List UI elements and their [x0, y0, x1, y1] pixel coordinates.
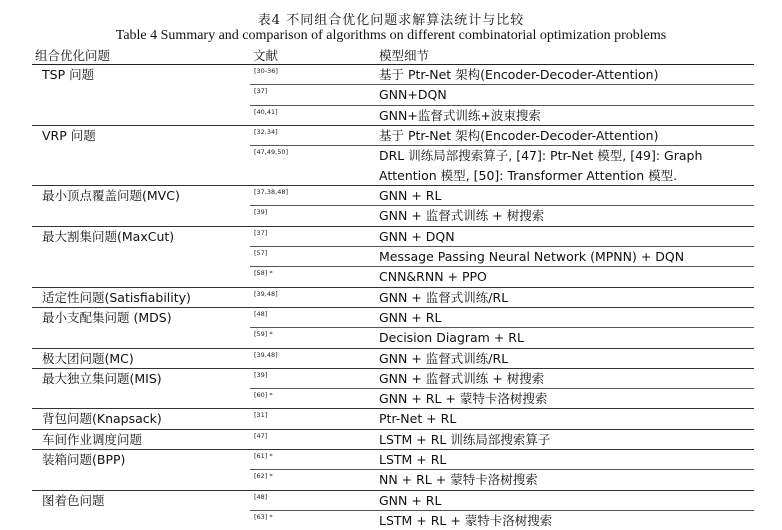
reference-cell: [37]: [250, 226, 365, 246]
model-detail-cell: LSTM + RL: [365, 450, 754, 470]
reference-cell: [61] *: [250, 450, 365, 470]
model-detail-cell: Ptr-Net + RL: [365, 409, 754, 429]
header-row: [32, 46, 754, 65]
truncated-next-line: [0, 521, 782, 530]
reference-cell: [32,34]: [250, 125, 365, 145]
model-detail-cell: NN + RL + 蒙特卡洛树搜索: [365, 470, 754, 490]
reference-cell: [59] *: [250, 328, 365, 348]
model-detail-cell: DRL 训练局部搜索算子, [47]: Ptr-Net 模型, [49]: Graph Attention 模型, [50]: Transformer Attention 模型.: [365, 146, 754, 186]
reference-cell: [39,48]: [250, 287, 365, 307]
reference-cell: [48]: [250, 490, 365, 510]
reference-cell: [57]: [250, 247, 365, 267]
reference-cell: [48]: [250, 307, 365, 327]
model-detail-cell: LSTM + RL + 蒙特卡洛树搜索: [365, 510, 754, 530]
reference-cell: [47]: [250, 429, 365, 449]
reference-cell: [58] *: [250, 267, 365, 287]
model-detail-cell: Decision Diagram + RL: [365, 328, 754, 348]
table-row: [32, 226, 754, 246]
problem-cell: VRP 问题: [32, 125, 250, 185]
header-problem: 组合优化问题: [32, 46, 250, 65]
reference-cell: [37,38,48]: [250, 186, 365, 206]
reference-cell: [63] *: [250, 510, 365, 530]
model-detail-cell: GNN+监督式训练+波束搜索: [365, 105, 754, 125]
problem-cell: 极大团问题(MC): [32, 348, 250, 368]
model-detail-cell: GNN + 监督式训练 + 树搜索: [365, 206, 754, 226]
table-caption-english: Table 4 Summary and comparison of algorithms on different combinatorial optimization problems: [115, 28, 667, 43]
model-detail-cell: GNN + 监督式训练/RL: [365, 287, 754, 307]
table-row: [32, 490, 754, 510]
table-row: [32, 186, 754, 206]
table-row: [32, 348, 754, 368]
table-body: [32, 65, 754, 530]
problem-cell: 最大独立集问题(MIS): [32, 368, 250, 409]
algorithm-comparison-table: [32, 46, 754, 530]
model-detail-cell: CNN&RNN + PPO: [365, 267, 754, 287]
reference-cell: [47,49,50]: [250, 146, 365, 186]
reference-cell: [62] *: [250, 470, 365, 490]
table-row: [32, 307, 754, 327]
header-model-detail: 模型细节: [365, 46, 754, 65]
table-row: [32, 125, 754, 145]
model-detail-cell: GNN + RL: [365, 186, 754, 206]
table-row: [32, 429, 754, 449]
model-detail-cell: GNN + RL + 蒙特卡洛树搜索: [365, 389, 754, 409]
table-row: [32, 368, 754, 388]
model-detail-cell: GNN + DQN: [365, 226, 754, 246]
table-row: [32, 287, 754, 307]
reference-cell: [31]: [250, 409, 365, 429]
problem-cell: 图着色问题: [32, 490, 250, 530]
problem-cell: TSP 问题: [32, 65, 250, 126]
reference-cell: [40,41]: [250, 105, 365, 125]
model-detail-cell: 基于 Ptr-Net 架构(Encoder-Decoder-Attention): [365, 65, 754, 85]
model-detail-cell: GNN + 监督式训练 + 树搜索: [365, 368, 754, 388]
problem-cell: 装箱问题(BPP): [32, 450, 250, 491]
table-row: [32, 409, 754, 429]
reference-cell: [39]: [250, 368, 365, 388]
problem-cell: 车间作业调度问题: [32, 429, 250, 449]
reference-cell: [30-36]: [250, 65, 365, 85]
problem-cell: 最小顶点覆盖问题(MVC): [32, 186, 250, 227]
model-detail-cell: GNN + 监督式训练/RL: [365, 348, 754, 368]
model-detail-cell: GNN + RL: [365, 307, 754, 327]
problem-cell: 适定性问题(Satisfiability): [32, 287, 250, 307]
table-row: [32, 65, 754, 85]
model-detail-cell: 基于 Ptr-Net 架构(Encoder-Decoder-Attention): [365, 125, 754, 145]
model-detail-cell: Message Passing Neural Network (MPNN) + DQN: [365, 247, 754, 267]
model-detail-cell: LSTM + RL 训练局部搜索算子: [365, 429, 754, 449]
reference-cell: [60] *: [250, 389, 365, 409]
problem-cell: 最大割集问题(MaxCut): [32, 226, 250, 287]
header-reference: 文献: [250, 46, 365, 65]
problem-cell: 最小支配集问题 (MDS): [32, 307, 250, 348]
model-detail-cell: GNN + RL: [365, 490, 754, 510]
model-detail-cell: GNN+DQN: [365, 85, 754, 105]
problem-cell: 背包问题(Knapsack): [32, 409, 250, 429]
table-row: [32, 450, 754, 470]
reference-cell: [37]: [250, 85, 365, 105]
reference-cell: [39,48]: [250, 348, 365, 368]
table-caption-chinese: 表4 不同组合优化问题求解算法统计与比较: [257, 13, 525, 28]
reference-cell: [39]: [250, 206, 365, 226]
